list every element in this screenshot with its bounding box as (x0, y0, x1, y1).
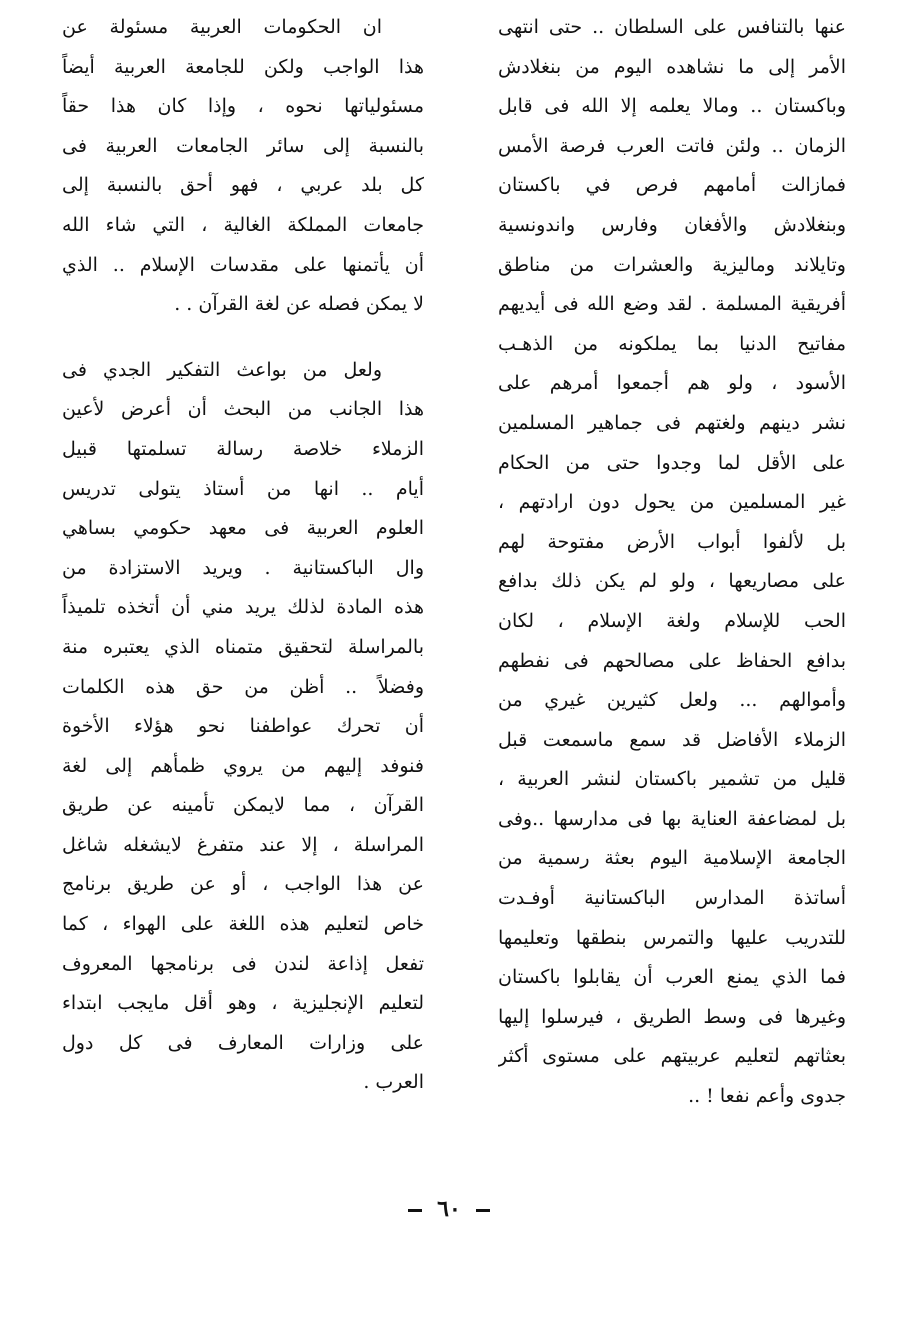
text-line: ولعل من بواعث التفكير الجدي فى (62, 358, 382, 381)
text-line: هذا الجانب من البحث أن أعرض لأعين (62, 398, 424, 421)
left-paragraph-1 (62, 8, 424, 325)
text-line: هذا الواجب ولكن للجامعة العربية أيضاً (62, 55, 424, 78)
text-line: لا يمكن فصله عن لغة القرآن . . (174, 293, 424, 316)
text-line: على مصاريعها ، ولو لم يكن ذلك بدافع (498, 570, 846, 593)
text-line: على الأقل لما وجدوا حتى من الحكام (498, 451, 846, 474)
page-number (0, 1196, 898, 1222)
text-line: قليل من تشمير باكستان لنشر العربية ، (498, 768, 846, 791)
text-line: كل بلد عربي ، فهو أحق بالنسبة إلى (62, 174, 424, 197)
page-number-value: ٦٠ (437, 1196, 461, 1222)
text-line: نشر دينهم ولغتهم فى جماهير المسلمين (498, 411, 846, 434)
text-line: خاص لتعليم هذه اللغة على الهواء ، كما (62, 913, 424, 936)
text-line: بل لألفوا أبواب الأرض مفتوحة لهم (498, 530, 846, 553)
text-line: الزمان .. ولئن فاتت العرب فرصة الأمس (498, 134, 846, 157)
text-line: جامعات المملكة الغالية ، التي شاء الله (62, 213, 424, 236)
text-line: وغيرها فى وسط الطريق ، فيرسلوا إليها (498, 1005, 846, 1028)
text-line: بل لمضاعفة العناية بها فى مدارسها ..وفى (498, 807, 846, 830)
left-paragraph-2 (62, 351, 424, 1103)
text-line: بالمراسلة لتحقيق متمناه الذي يعتبره منة (62, 635, 424, 658)
text-line: هذه المادة لذلك يريد مني أن أتخذه تلميذاً (62, 596, 424, 619)
text-line: وأموالهم ... ولعل كثيرين غيري من (498, 689, 846, 712)
text-line: بعثاتهم لتعليم عربيتهم على مستوى أكثر (498, 1045, 846, 1068)
text-line: مسئولياتها نحوه ، وإذا كان هذا حقاً (62, 95, 424, 118)
text-line: الأسود ، ولو هم أجمعوا أمرهم على (498, 372, 846, 395)
text-line: بالنسبة إلى سائر الجامعات العربية فى (62, 134, 424, 157)
text-line: أن تحرك عواطفنا نحو هؤلاء الأخوة (62, 715, 424, 738)
text-line: جدوى وأعم نفعا ! .. (688, 1085, 846, 1108)
text-line: وباكستان .. ومالا يعلمه إلا الله فى قابل (498, 95, 846, 118)
text-line: ان الحكومات العربية مسئولة عن (62, 16, 382, 38)
text-line: الزملاء خلاصة رسالة تسلمتها قبيل (62, 437, 424, 460)
text-line: أيام .. انها من أستاذ يتولى تدريس (62, 477, 424, 500)
text-line: تفعل إذاعة لندن فى برنامجها المعروف (62, 952, 424, 975)
text-line: مفاتيح الدنيا بما يملكونه من الذهـب (498, 332, 846, 355)
text-line: فما الذي يمنع العرب أن يقابلوا باكستان (498, 966, 846, 989)
text-line: للتدريب عليها والتمرس بنطقها وتعليمها (498, 926, 846, 949)
text-line: الحب للإسلام ولغة الإسلام ، لكان (498, 609, 846, 632)
text-line: عنها بالتنافس على السلطان .. حتى انتهى (498, 16, 846, 38)
text-line: القرآن ، مما لايمكن تأمينه عن طريق (62, 794, 424, 817)
text-line: أفريقية المسلمة . لقد وضع الله فى أيديهم (498, 293, 846, 316)
text-line: أن يأتمنها على مقدسات الإسلام .. الذي (62, 253, 424, 276)
paragraph-gap (62, 325, 424, 351)
right-text-column (498, 8, 846, 1117)
text-line: وتايلاند وماليزية والعشرات من مناطق (498, 253, 846, 276)
text-line: فمازالت أمامهم فرص في باكستان (498, 174, 846, 197)
text-line: فنوفد إليهم من يروي ظمأهم إلى لغة (62, 754, 424, 777)
text-line: عن هذا الواجب ، أو عن طريق برنامج (62, 873, 424, 896)
text-line: وال الباكستانية . ويريد الاستزادة من (62, 556, 424, 579)
text-line: الجامعة الإسلامية اليوم بعثة رسمية من (498, 847, 846, 870)
text-line: المراسلة ، إلا عند متفرغ لايشغله شاغل (62, 833, 424, 856)
text-line: الأمر إلى ما نشاهده اليوم من بنغلادش (498, 55, 846, 78)
text-line: على وزارات المعارف فى كل دول (62, 1031, 424, 1054)
text-line: العلوم العربية فى معهد حكومي بساهي (62, 517, 424, 540)
text-line: غير المسلمين من يحول دون ارادتهم ، (498, 491, 846, 514)
text-line: وبنغلادش والأفغان وفارس واندونسية (498, 213, 846, 236)
left-text-column (62, 8, 424, 1103)
text-line: أساتذة المدارس الباكستانية أوفـدت (498, 887, 846, 910)
page-number-dash-right (408, 1209, 422, 1212)
text-line: العرب . (363, 1071, 424, 1094)
text-line: بدافع الحفاظ على مصالحهم فى نفطهم (498, 649, 846, 672)
text-line: وفضلاً .. أظن من حق هذه الكلمات (62, 675, 424, 698)
text-line: الزملاء الأفاضل قد سمع ماسمعت قبل (498, 728, 846, 751)
page-number-dash-left (476, 1209, 490, 1212)
text-line: لتعليم الإنجليزية ، وهو أقل مايجب ابتداء (62, 992, 424, 1015)
